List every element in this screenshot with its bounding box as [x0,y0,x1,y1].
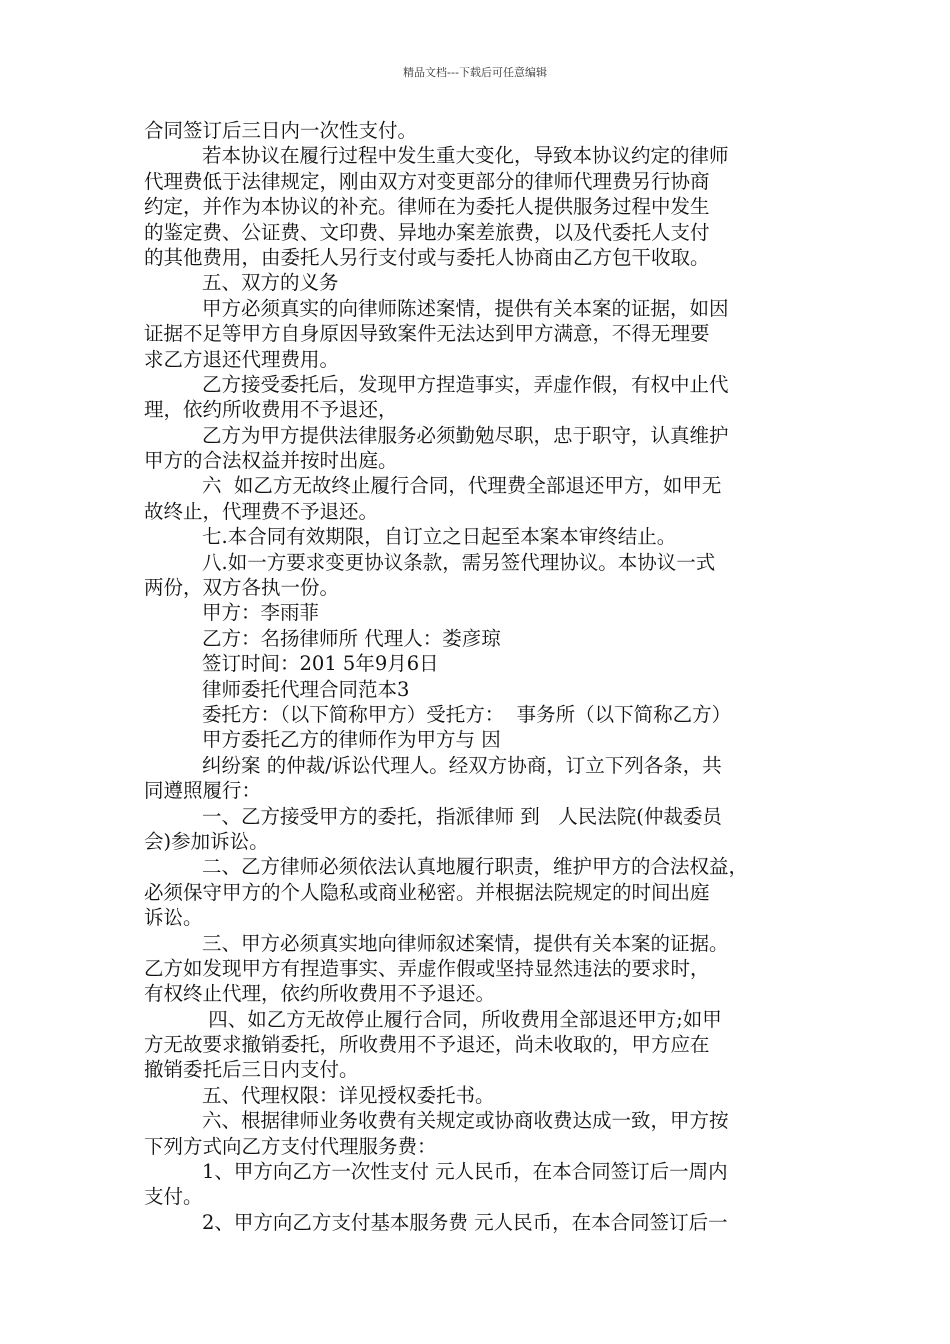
text-line: 三、甲方必须真实地向律师叙述案情，提供有关本案的证据。 [202,931,729,955]
text-line: 四、如乙方无故停止履行合同，所收费用全部退还甲方;如甲 [202,1007,722,1031]
text-line: 的其他费用，由委托人另行支付或与委托人协商由乙方包干收取。 [144,245,710,269]
text-line: 五、双方的义务 [202,271,339,295]
text-line: 的鉴定费、公证费、文印费、异地办案差旅费，以及代委托人支付 [144,220,710,244]
text-line: 七.本合同有效期限，自订立之日起至本案本审终结止。 [202,525,677,549]
text-line: 纠纷案 的仲裁/诉讼代理人。经双方协商，订立下列各条，共 [202,753,722,777]
text-line: 有权终止代理，依约所收费用不予退还。 [144,982,496,1006]
text-line: 八.如一方要求变更协议条款，需另签代理协议。本协议一式 [202,550,716,574]
text-line: 下列方式向乙方支付代理服务费： [144,1134,437,1158]
text-line: 理，依约所收费用不予退还， [144,398,398,422]
text-line: 必须保守甲方的个人隐私或商业秘密。并根据法院规定的时间出庭 [144,880,710,904]
text-line: 两份，双方各执一份。 [144,576,340,600]
text-line: 二、乙方律师必须依法认真地履行职责，维护甲方的合法权益， [202,855,749,879]
text-line: 证据不足等甲方自身原因导致案件无法达到甲方满意，不得无理要 [144,322,710,346]
text-line: 约定，并作为本协议的补充。律师在为委托人提供服务过程中发生 [144,195,710,219]
text-line: 甲方委托乙方的律师作为甲方与 因 [202,728,501,752]
text-line: 同遵照履行： [144,779,262,803]
page-header: 精品文档---下载后可任意编辑 [403,66,547,79]
text-line: 五、代理权限：详见授权委托书。 [202,1083,495,1107]
text-line: 签订时间：201 5年9月6日 [202,652,439,676]
text-line: 六 如乙方无故终止履行合同，代理费全部退还甲方，如甲无 [202,474,722,498]
text-line: 诉讼。 [144,906,203,930]
text-line: 委托方：（以下简称甲方）受托方： 事务所（以下简称乙方） [202,702,732,726]
text-line: 撤销委托后三日内支付。 [144,1058,359,1082]
text-line: 甲方的合法权益并按时出庭。 [144,449,398,473]
text-line: 1、甲方向乙方一次性支付 元人民币，在本合同签订后一周内 [202,1160,728,1184]
text-line: 代理费低于法律规定，刚由双方对变更部分的律师代理费另行协商 [144,169,710,193]
text-line: 乙方：名扬律师所 代理人：娄彦琼 [202,626,501,650]
text-line: 2、甲方向乙方支付基本服务费 元人民币，在本合同签订后一 [202,1210,728,1234]
text-line: 甲方必须真实的向律师陈述案情，提供有关本案的证据，如因 [202,296,729,320]
text-line: 乙方如发现甲方有捏造事实、弄虚作假或坚持显然违法的要求时， [144,956,710,980]
text-line: 乙方接受委托后，发现甲方捏造事实，弄虚作假，有权中止代 [202,372,729,396]
text-line: 甲方：李雨菲 [202,601,320,625]
text-line: 支付。 [144,1185,203,1209]
document-body [144,118,812,1235]
text-line: 若本协议在履行过程中发生重大变化，导致本协议约定的律师 [202,144,729,168]
text-line: 求乙方退还代理费用。 [144,347,340,371]
text-line: 方无故要求撤销委托，所收费用不予退还，尚未收取的，甲方应在 [144,1033,710,1057]
text-line: 合同签订后三日内一次性支付。 [144,119,418,142]
text-line: 乙方为甲方提供法律服务必须勤勉尽职，忠于职守，认真维护 [202,423,729,447]
text-line: 故终止，代理费不予退还。 [144,499,379,523]
text-line: 一、乙方接受甲方的委托，指派律师 到 人民法院(仲裁委员 [202,804,722,828]
text-line: 六、根据律师业务收费有关规定或协商收费达成一致，甲方按 [202,1109,729,1133]
text-line: 律师委托代理合同范本3 [202,677,410,701]
text-line: 会)参加诉讼。 [144,829,269,853]
